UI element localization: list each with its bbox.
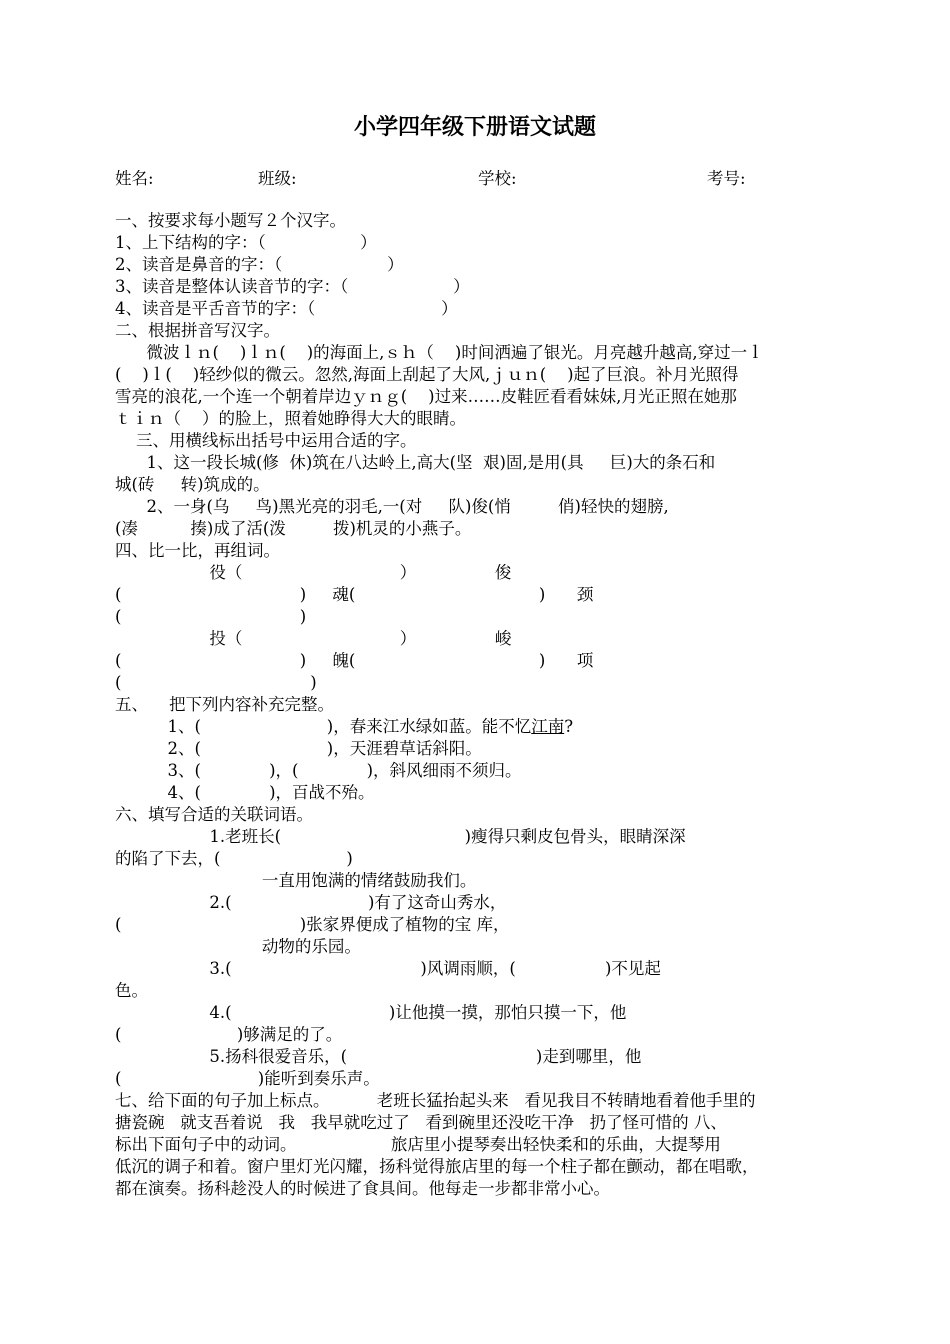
section-6-q5-line-2: ( )能听到奏乐声。 xyxy=(115,1069,380,1088)
section-7-line-1: 七、给下面的句子加上标点。 老班长猛抬起头来 看见我目不转睛地看着他手里的 xyxy=(115,1091,756,1110)
class-label: 班级: xyxy=(258,169,297,188)
section-5-q2: 2、( )，天涯碧草话斜阳。 xyxy=(115,739,482,758)
section-6-q1-line-1: 1.老班长( )瘦得只剩皮包骨头，眼睛深深 xyxy=(115,827,686,846)
section-2-line-2: ( )ｌ( )轻纱似的微云。忽然,海面上刮起了大风,ｊｕｎ( )起了巨浪。补月光照得 xyxy=(115,365,739,384)
section-6-q3-line-2: 色。 xyxy=(115,981,148,1000)
section-2-line-3: 雪亮的浪花,一个连一个朝着岸边ｙｎｇ( )过来……皮鞋匠看看妹妹,月光正照在她那 xyxy=(115,387,737,406)
section-1-heading: 一、按要求每小题写２个汉字。 xyxy=(115,211,346,230)
section-8-line-3: 都在演奏。扬科趁没人的时候进了食具间。他每走一步都非常小心。 xyxy=(115,1179,610,1198)
section-7-line-2: 搪瓷碗 就支吾着说 我 我早就吃过了 看到碗里还没吃干净 扔了怪可惜的 八、 xyxy=(115,1113,727,1132)
section-6-q4-line-1: 4.( )让他摸一摸，那怕只摸一下，他 xyxy=(115,1003,627,1022)
section-6-heading: 六、填写合适的关联词语。 xyxy=(115,805,313,824)
section-6-q2-line-1: 2.( )有了这奇山秀水， xyxy=(115,893,507,912)
section-6-q4-line-2: ( )够满足的了。 xyxy=(115,1025,343,1044)
section-6-q3-line-1: 3.( )风调雨顺，( )不见起 xyxy=(115,959,661,978)
section-6-q2-line-3: 动物的乐园。 xyxy=(115,937,361,956)
section-6-q1-line-2: 的陷了下去，( ) xyxy=(115,849,353,868)
section-8-line-1: 标出下面句子中的动词。 旅店里小提琴奏出轻快柔和的乐曲，大提琴用 xyxy=(115,1135,721,1154)
section-5-q1-text: 1、( )，春来江水绿如蓝。能不忆 xyxy=(115,717,532,736)
section-3-q2-line-1: 2、一身(乌 鸟)黑光亮的羽毛,一(对 队)俊(悄 俏)轻快的翅膀, xyxy=(115,497,669,516)
section-1-q2: 2、读音是鼻音的字：（ ） xyxy=(115,255,404,274)
section-2-line-1: 微波ｌｎ( )ｌｎ( )的海面上,ｓｈ（ )时间洒遍了银光。月亮越升越高,穿过一ｌ xyxy=(115,343,764,362)
section-2-line-4: ｔｉｎ（ ）的脸上，照着她睁得大大的眼睛。 xyxy=(115,409,466,428)
section-5-q4: 4、( )，百战不殆。 xyxy=(115,783,375,802)
section-5-q3: 3、( )，( )，斜风细雨不须归。 xyxy=(115,761,522,780)
section-8-line-2: 低沉的调子和着。窗户里灯光闪耀，扬科觉得旅店里的每一个柱子都在颤动，都在唱歌， xyxy=(115,1157,759,1176)
section-1-q4: 4、读音是平舌音节的字：（ ） xyxy=(115,299,458,318)
name-label: 姓名: xyxy=(115,169,154,188)
section-4-row-2: ( ) 魂( ) 颈 xyxy=(115,585,594,604)
section-3-q2-line-2: (凑 揍)成了活(泼 拨)机灵的小燕子。 xyxy=(115,519,472,538)
exam-number-label: 考号: xyxy=(707,169,746,188)
section-4-heading: 四、比一比，再组词。 xyxy=(115,541,280,560)
section-6-q2-line-2: ( )张家界便成了植物的宝 库， xyxy=(115,915,510,934)
section-5-q1 xyxy=(115,716,573,738)
section-2-heading: 二、根据拼音写汉字。 xyxy=(115,321,280,340)
section-4-row-3: ( ) xyxy=(115,607,307,626)
section-3-heading: 三、用横线标出括号中运用合适的字。 xyxy=(115,431,417,450)
page-title: 小学四年级下册语文试题 xyxy=(353,115,596,140)
section-6-q1-line-3: 一直用饱满的情绪鼓励我们。 xyxy=(115,871,477,890)
section-4-row-6: ( ) xyxy=(115,673,317,692)
school-label: 学校: xyxy=(478,169,517,188)
jiangnan-link[interactable]: 江南 xyxy=(531,717,565,736)
section-1-q3: 3、读音是整体认读音节的字：（ ） xyxy=(115,277,470,296)
section-4-row-1: 役（ ） 俊 xyxy=(115,563,512,582)
section-1-q1: 1、上下结构的字：（ ） xyxy=(115,233,377,252)
section-3-q1-line-2: 城(砖 转)筑成的。 xyxy=(115,475,270,494)
section-6-q5-line-1: 5.扬科很爱音乐，( )走到哪里，他 xyxy=(115,1047,642,1066)
section-5-q1-end: ? xyxy=(564,717,574,736)
section-4-row-4: 投（ ） 峻 xyxy=(115,629,512,648)
section-5-heading: 五、 把下列内容补充完整。 xyxy=(115,695,334,714)
section-4-row-5: ( ) 魄( ) 项 xyxy=(115,651,594,670)
section-3-q1-line-1: 1、这一段长城(修 休)筑在八达岭上,高大(坚 艰)固,是用(具 巨)大的条石和 xyxy=(115,453,716,472)
